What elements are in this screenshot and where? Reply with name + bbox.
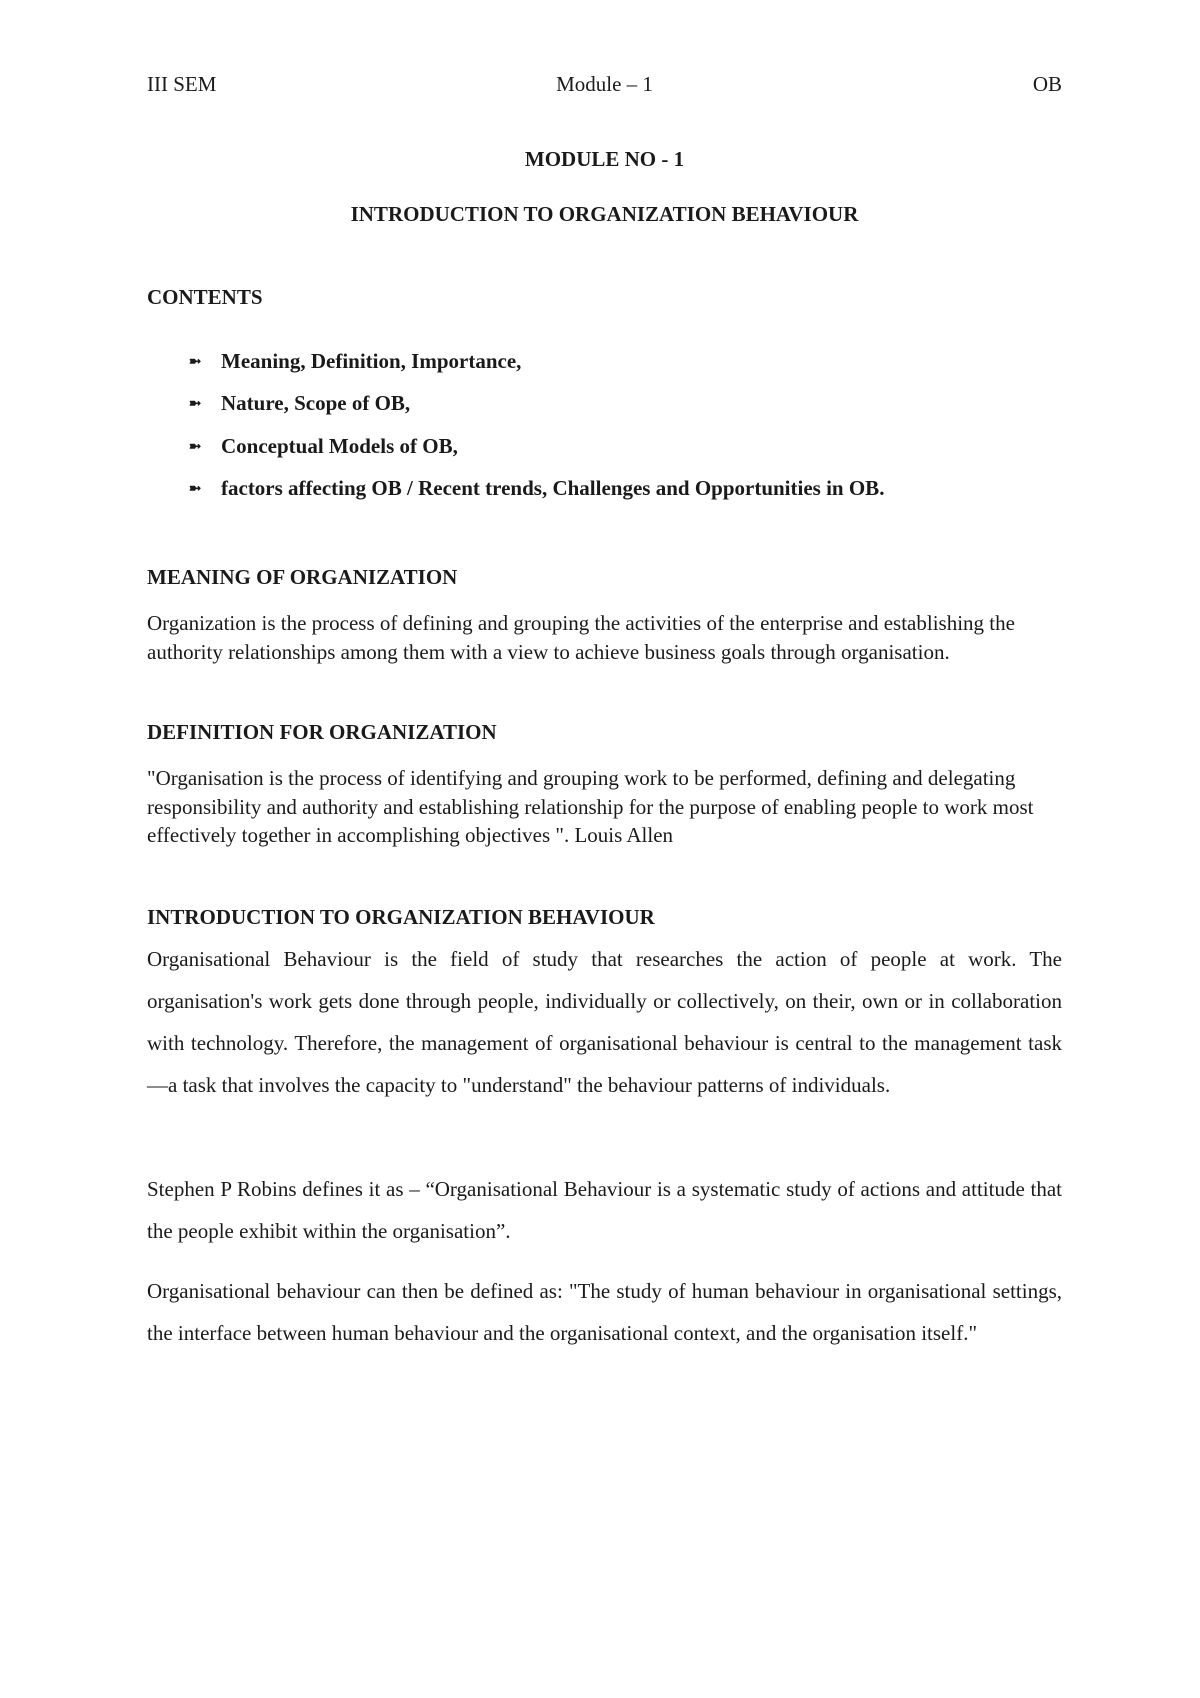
contents-list: [185, 340, 884, 510]
module-title: MODULE NO - 1: [524, 147, 685, 171]
introduction-heading: INTRODUCTION TO ORGANIZATION BEHAVIOUR: [147, 905, 655, 929]
arrow-bullet-icon: ➼: [188, 353, 202, 370]
robins-definition-paragraph: Stephen P Robins defines it as – “Organisational Behaviour is a systematic study of actions and attitude that the people exhibit within the organisation”.: [147, 1177, 1062, 1243]
list-item-text: Conceptual Models of OB,: [221, 433, 458, 458]
header-module: Module – 1: [556, 72, 653, 96]
list-item: [185, 383, 884, 426]
contents-heading: CONTENTS: [147, 285, 263, 309]
document-title: INTRODUCTION TO ORGANIZATION BEHAVIOUR: [350, 202, 859, 226]
ob-definition-paragraph: Organisational behaviour can then be defined as: "The study of human behaviour in organisational settings, the interface between human behaviour and the organisational context, and the organisation itself.": [147, 1279, 1062, 1345]
list-item-text: Nature, Scope of OB,: [221, 391, 411, 416]
definition-paragraph: "Organisation is the process of identifying and grouping work to be performed, defining and delegating responsibility and authority and establishing relationship for the purpose of enabling people to work most effectively together in accomplishing objectives ". Louis Allen: [147, 766, 1034, 847]
header-semester: III SEM: [147, 72, 217, 96]
arrow-bullet-icon: ➼: [188, 396, 202, 413]
list-item-text: factors affecting OB / Recent trends, Challenges and Opportunities in OB.: [221, 476, 885, 501]
list-item: [185, 425, 884, 468]
meaning-heading: MEANING OF ORGANIZATION: [147, 565, 458, 589]
meaning-paragraph: Organization is the process of defining and grouping the activities of the enterprise and establishing the authority relationships among them with a view to achieve business goals through organisation.: [147, 611, 1015, 664]
definition-heading: DEFINITION FOR ORGANIZATION: [147, 720, 497, 744]
header-subject: OB: [1032, 72, 1062, 96]
list-item-text: Meaning, Definition, Importance,: [221, 348, 522, 373]
list-item: [185, 468, 884, 511]
arrow-bullet-icon: ➼: [188, 481, 202, 498]
arrow-bullet-icon: ➼: [188, 438, 202, 455]
page-header: [147, 72, 1062, 102]
list-item: [185, 340, 884, 383]
introduction-paragraph: Organisational Behaviour is the field of study that researches the action of people at work. The organisation's work gets done through people, individually or collectively, on their, own or in collaboration with technology. Therefore, the management of organisational behaviour is central to the management task—a task that involves the capacity to "understand" the behaviour patterns of individuals.: [147, 947, 1062, 1097]
